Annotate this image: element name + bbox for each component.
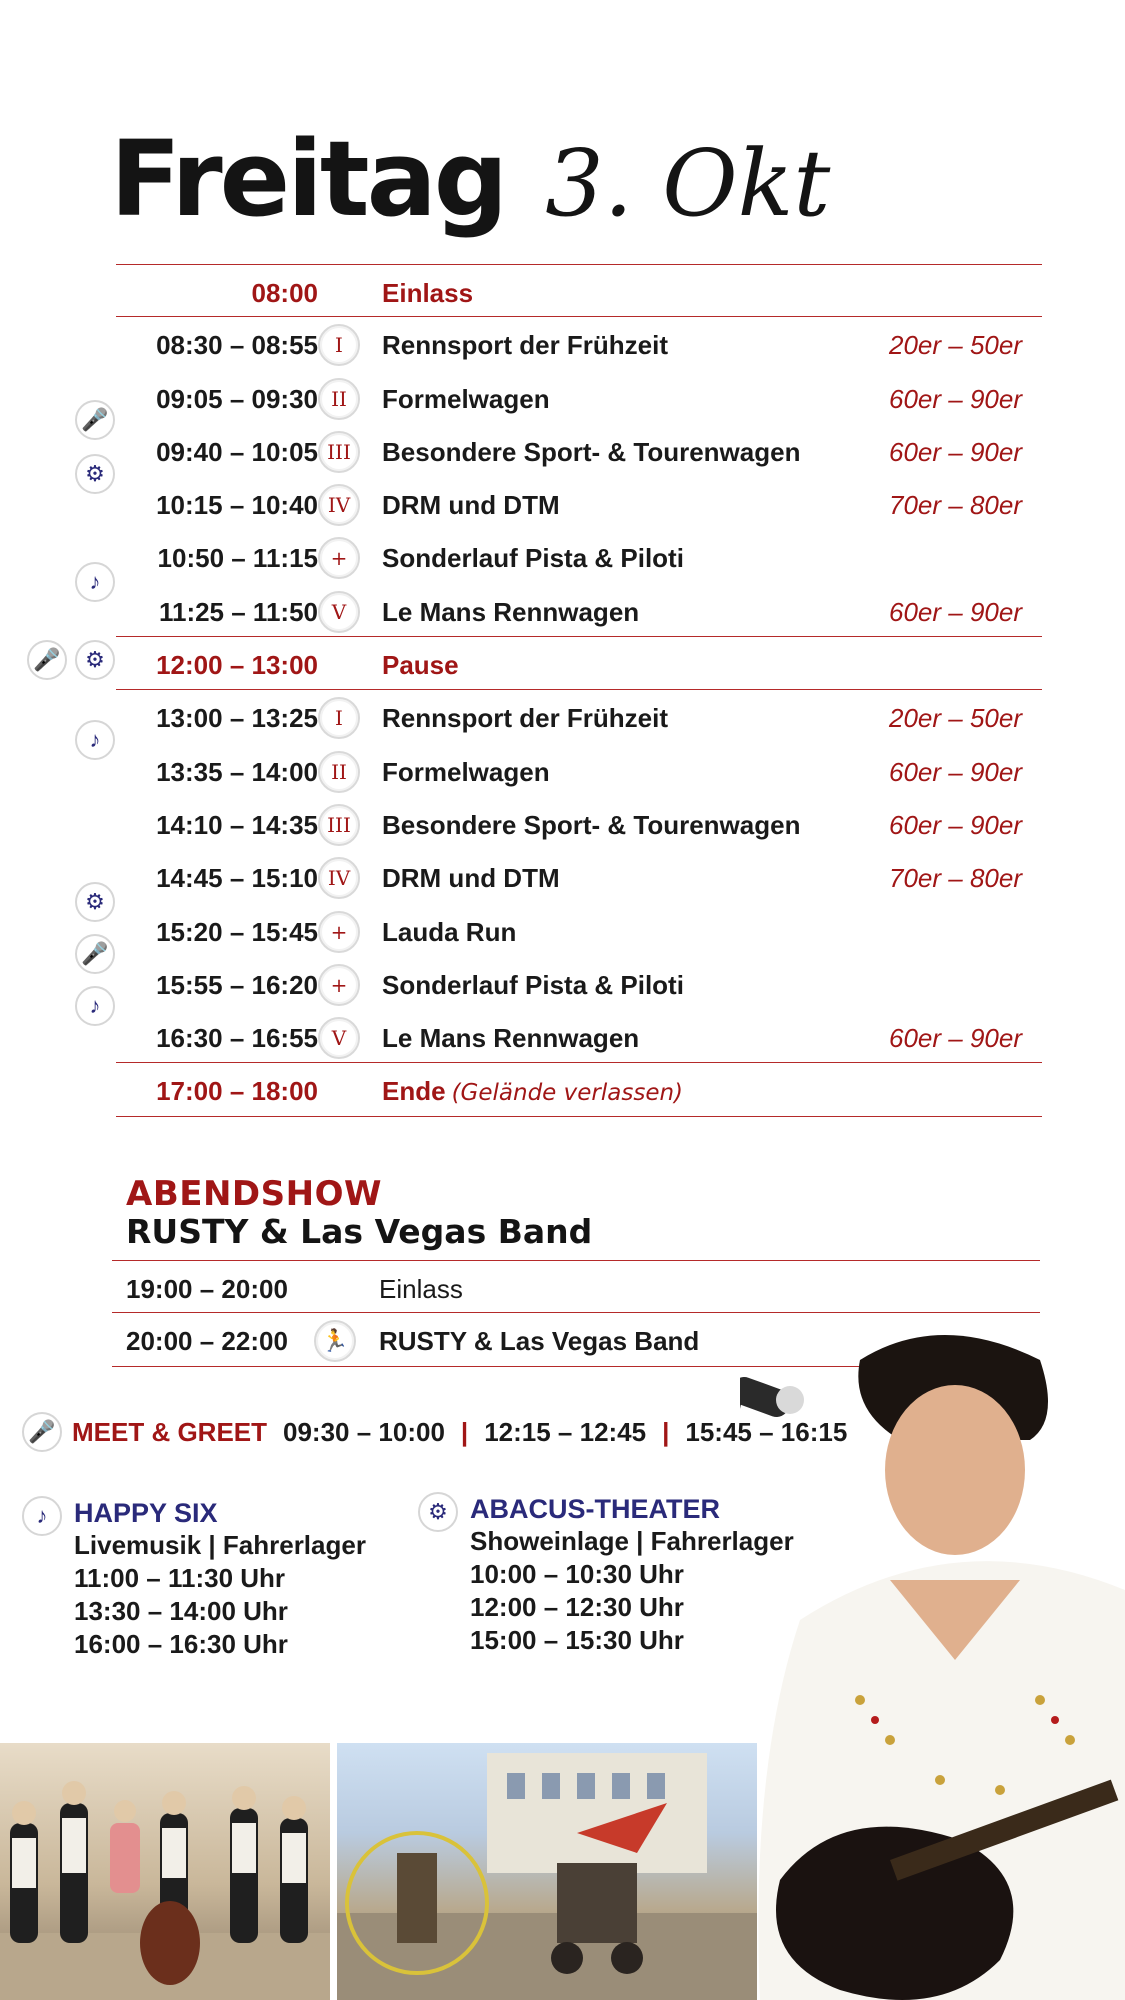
row-event: Einlass (379, 1274, 463, 1304)
music-note-icon: ♪ (75, 562, 115, 602)
microphone-icon: 🎤 (75, 400, 115, 440)
table-row (116, 744, 1042, 797)
happy-six-time: 13:30 – 14:00 Uhr (74, 1596, 288, 1626)
race-class-badge: + (318, 537, 360, 579)
abacus-time: 12:00 – 12:30 Uhr (470, 1592, 684, 1622)
microphone-icon: 🎤 (27, 640, 67, 680)
abacus-title: ABACUS-THEATER (470, 1494, 720, 1524)
meet-greet-slot: 12:15 – 12:45 (484, 1416, 647, 1447)
table-row (116, 264, 1042, 317)
gear-icon: ⚙ (75, 454, 115, 494)
title-date: 3. Okt (545, 130, 831, 237)
row-event: DRM und DTM (382, 490, 560, 521)
row-time: 20:00 – 22:00 (126, 1326, 288, 1357)
row-time: 10:15 – 10:40 (156, 490, 318, 521)
row-event: Lauda Run (382, 916, 517, 947)
band-photo (0, 1743, 330, 2000)
row-time: 08:30 – 08:55 (156, 330, 318, 361)
music-note-icon: ♪ (22, 1496, 62, 1536)
performer-illustration (740, 1320, 1125, 2000)
race-class-badge: + (318, 964, 360, 1006)
microphone-icon: 🎤 (75, 934, 115, 974)
row-time: 17:00 – 18:00 (156, 1076, 318, 1107)
abendshow-heading: ABENDSHOW (126, 1174, 382, 1214)
row-event: Pause (382, 650, 459, 681)
abacus-time: 15:00 – 15:30 Uhr (470, 1625, 684, 1655)
happy-six-title: HAPPY SIX (74, 1498, 218, 1528)
row-era: 60er – 90er (889, 809, 1022, 840)
gear-icon: ⚙ (75, 640, 115, 680)
row-event: Sonderlauf Pista & Piloti (382, 543, 684, 574)
row-time: 13:35 – 14:00 (156, 756, 318, 787)
row-era: 60er – 90er (889, 596, 1022, 627)
theater-illustration (337, 1743, 757, 2000)
meet-greet-slot: 15:45 – 16:15 (685, 1416, 848, 1447)
row-era: 20er – 50er (889, 703, 1022, 734)
table-row (116, 530, 1042, 583)
row-era: 60er – 90er (889, 436, 1022, 467)
race-class-badge: I (318, 324, 360, 366)
row-era: 60er – 90er (889, 383, 1022, 414)
microphone-icon: 🎤 (22, 1412, 62, 1452)
row-note: (Gelände verlassen) (451, 1080, 684, 1107)
table-row (116, 371, 1042, 424)
row-event: DRM und DTM (382, 863, 560, 894)
row-time: 09:05 – 09:30 (156, 383, 318, 414)
row-event: Formelwagen (382, 383, 550, 414)
table-row (116, 637, 1042, 690)
row-time: 16:30 – 16:55 (156, 1023, 318, 1054)
table-row (116, 1010, 1042, 1063)
row-time: 09:40 – 10:05 (156, 436, 318, 467)
row-event (382, 1076, 683, 1107)
separator: | (460, 1416, 469, 1447)
gear-icon: ⚙ (418, 1492, 458, 1532)
table-row (116, 1063, 1042, 1116)
separator: | (662, 1416, 670, 1447)
table-row (116, 584, 1042, 637)
performer-photo (740, 1320, 1125, 2000)
abacus-subtitle: Showeinlage | Fahrerlager (470, 1526, 794, 1556)
race-class-badge: IV (318, 484, 360, 526)
gear-icon: ⚙ (75, 882, 115, 922)
row-event: RUSTY & Las Vegas Band (379, 1326, 700, 1357)
row-era: 60er – 90er (889, 756, 1022, 787)
meet-greet-slot: 09:30 – 10:00 (283, 1416, 445, 1447)
table-row (112, 1260, 1040, 1313)
theater-photo (337, 1743, 757, 2000)
abacus-theater-info (418, 1494, 794, 1657)
table-row (116, 317, 1042, 370)
race-class-badge: V (318, 591, 360, 633)
music-note-icon: ♪ (75, 720, 115, 760)
table-row (116, 424, 1042, 477)
row-era: 70er – 80er (889, 490, 1022, 521)
row-event: Le Mans Rennwagen (382, 1023, 640, 1054)
row-era: 20er – 50er (889, 330, 1022, 361)
row-event-label: Ende (382, 1076, 446, 1107)
row-event: Sonderlauf Pista & Piloti (382, 969, 684, 1000)
meet-greet-bar (22, 1410, 847, 1454)
page-title (110, 118, 831, 240)
row-time: 11:25 – 11:50 (158, 596, 318, 627)
row-event: Le Mans Rennwagen (382, 596, 640, 627)
race-class-badge: III (318, 804, 360, 846)
row-time: 14:10 – 14:35 (156, 809, 318, 840)
row-time: 12:00 – 13:00 (156, 650, 318, 681)
race-class-badge: IV (318, 857, 360, 899)
race-class-badge: + (318, 911, 360, 953)
title-day: Freitag (110, 118, 506, 240)
runner-icon: 🏃 (314, 1320, 356, 1362)
abacus-time: 10:00 – 10:30 Uhr (470, 1559, 684, 1589)
row-event: Besondere Sport- & Tourenwagen (382, 436, 801, 467)
row-event: Besondere Sport- & Tourenwagen (382, 809, 801, 840)
row-time: 14:45 – 15:10 (156, 863, 318, 894)
meet-greet-label: MEET & GREET (72, 1416, 268, 1447)
table-row (116, 850, 1042, 903)
row-event: Einlass (382, 278, 474, 308)
row-time: 08:00 (251, 278, 318, 308)
race-class-badge: III (318, 431, 360, 473)
table-row (116, 477, 1042, 530)
table-row (116, 690, 1042, 743)
race-class-badge: II (318, 751, 360, 793)
table-row (116, 957, 1042, 1010)
band-illustration (0, 1743, 330, 2000)
row-time: 19:00 – 20:00 (126, 1274, 288, 1304)
happy-six-time: 16:00 – 16:30 Uhr (74, 1629, 288, 1659)
happy-six-subtitle: Livemusik | Fahrerlager (74, 1530, 366, 1560)
race-class-badge: V (318, 1017, 360, 1059)
race-class-badge: II (318, 378, 360, 420)
row-time: 10:50 – 11:15 (157, 543, 318, 574)
table-row (116, 797, 1042, 850)
schedule-table (116, 264, 1042, 1117)
race-class-badge: I (318, 697, 360, 739)
music-note-icon: ♪ (75, 986, 115, 1026)
row-event: Formelwagen (382, 756, 550, 787)
row-event: Rennsport der Frühzeit (382, 703, 669, 734)
row-era: 60er – 90er (889, 1023, 1022, 1054)
row-era: 70er – 80er (889, 863, 1022, 894)
row-event: Rennsport der Frühzeit (382, 330, 669, 361)
row-time: 15:55 – 16:20 (156, 969, 318, 1000)
table-row (116, 904, 1042, 957)
happy-six-info (22, 1498, 366, 1661)
row-time: 13:00 – 13:25 (156, 703, 318, 734)
happy-six-time: 11:00 – 11:30 Uhr (74, 1563, 286, 1593)
row-time: 15:20 – 15:45 (156, 916, 318, 947)
abendshow-title: RUSTY & Las Vegas Band (126, 1212, 593, 1251)
